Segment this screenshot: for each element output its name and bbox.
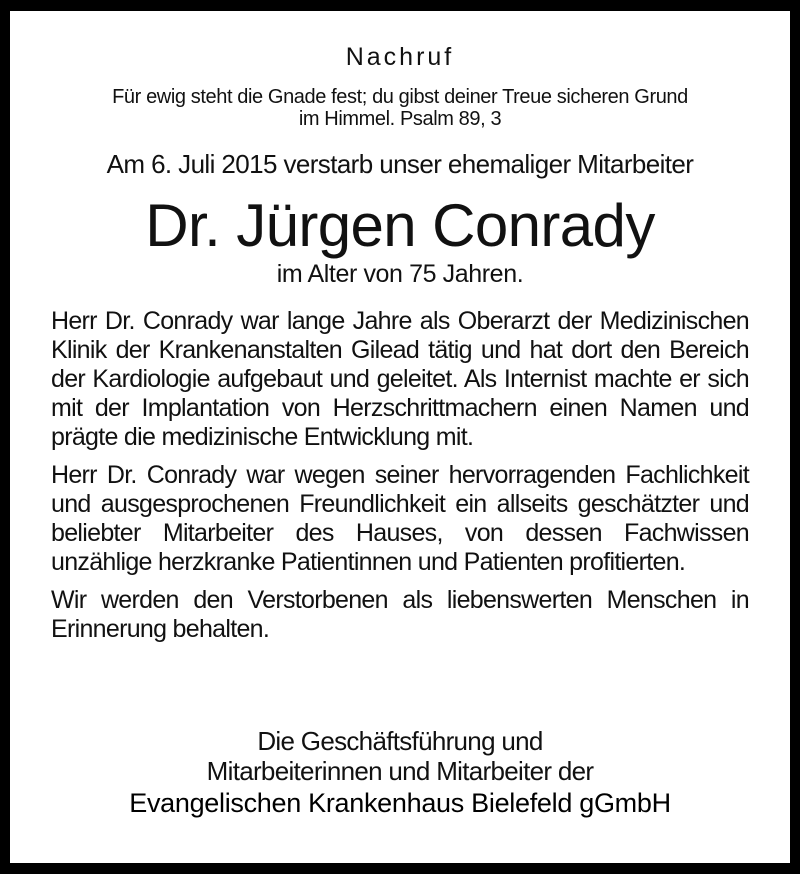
psalm-line-2: im Himmel. Psalm 89, 3 [298,108,502,130]
body-paragraph-character: Herr Dr. Conrady war wegen seiner hervorragenden Fachlichkeit und ausgesprochenen Freundlichkeit ein allseits geschätzter und beliebter Mitarbeiter des Hauses, von dessen Fachwissen unzählige herzkranke Patientinnen und Patienten profitierten. [51,461,749,576]
psalm-line-1: Für ewig steht die Gnade fest; du gibst deiner Treue sicheren Grund [112,86,688,108]
organization-name: Evangelischen Krankenhaus Bielefeld gGmbH [129,788,671,818]
deceased-name: Dr. Jürgen Conrady [145,192,655,259]
body-paragraph-career: Herr Dr. Conrady war lange Jahre als Oberarzt der Medizinischen Klinik der Krankenanstalten Gilead tätig und hat dort den Bereich der Kardiologie aufgebaut und geleitet. Als Internist machte er sich mit der Implantation von Herzschrittmachern einen Namen und prägte die medizinische Entwicklung mit. [51,307,749,451]
psalm-quote [10,86,790,130]
signature-block [10,726,790,820]
obituary-body [51,307,749,653]
deceased-age: im Alter von 75 Jahren. [276,260,524,288]
obituary-notice [10,11,790,863]
notice-heading: Nachruf [345,43,455,71]
death-announcement: Am 6. Juli 2015 verstarb unser ehemaliger Mitarbeiter [106,149,694,179]
body-paragraph-remembrance: Wir werden den Verstorbenen als liebenswerten Menschen in Erinnerung behalten. [51,586,749,643]
signature-line-2: Mitarbeiterinnen und Mitarbeiter der [206,756,594,786]
signature-line-1: Die Geschäftsführung und [257,726,543,756]
